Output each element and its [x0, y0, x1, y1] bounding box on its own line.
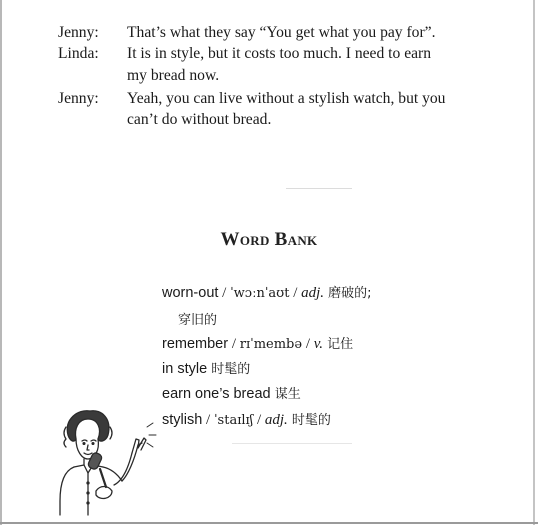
dialogue-line: my bread now.	[127, 67, 220, 84]
entry-meaning: 穿旧的	[178, 313, 218, 328]
entry-meaning: 时髦的	[207, 362, 251, 377]
entry-meaning: 谋生	[270, 387, 301, 402]
entry-word: in style	[162, 361, 208, 377]
separator: /	[289, 285, 302, 301]
entry-pos: adj.	[264, 412, 288, 428]
entry-phonetic: rɪˈmembə	[239, 337, 303, 352]
entry-pos: v.	[313, 336, 324, 352]
separator: /	[218, 285, 231, 301]
word-bank-entry-continuation	[178, 310, 217, 331]
entry-pos: adj.	[301, 285, 325, 301]
page-border-right	[533, 0, 535, 525]
page-border-bottom	[0, 522, 538, 524]
entry-phonetic: ˈstaɪlɪʃ	[213, 413, 254, 428]
entry-meaning: 磨破的;	[324, 286, 372, 301]
word-bank-entry	[162, 359, 250, 380]
entry-word: remember	[162, 336, 229, 352]
dialogue-line: can’t do without bread.	[127, 111, 272, 128]
word-bank-entry	[162, 384, 301, 405]
entry-word: worn-out	[162, 285, 219, 301]
word-bank-entry	[162, 283, 372, 304]
dialogue-line: That’s what they say “You get what you pay for”.	[127, 24, 436, 41]
woman-with-microphone-icon	[52, 405, 164, 522]
page-border-left	[0, 0, 2, 525]
word-bank-entry	[162, 410, 331, 431]
speaker-label: Linda:	[58, 45, 99, 62]
speaker-label: Jenny:	[58, 90, 99, 107]
scan-speckle	[232, 443, 352, 444]
entry-word: earn one’s bread	[162, 386, 271, 402]
speaker-label: Jenny:	[58, 24, 99, 41]
entry-meaning: 记住	[323, 337, 354, 352]
scan-speckle	[286, 188, 352, 189]
dialogue-line: It is in style, but it costs too much. I need to earn	[127, 45, 432, 62]
entry-meaning: 时髦的	[287, 413, 331, 428]
dialogue-line: Yeah, you can live without a stylish watch, but you	[127, 90, 446, 107]
word-bank-title: Word Bank	[220, 229, 318, 250]
word-bank-entry	[162, 334, 353, 355]
separator: /	[302, 336, 314, 352]
separator: /	[228, 336, 240, 352]
entry-phonetic: ˈwɔːnˈaʊt	[230, 286, 290, 301]
separator: /	[202, 412, 214, 428]
separator: /	[253, 412, 265, 428]
entry-word: stylish	[162, 412, 203, 428]
